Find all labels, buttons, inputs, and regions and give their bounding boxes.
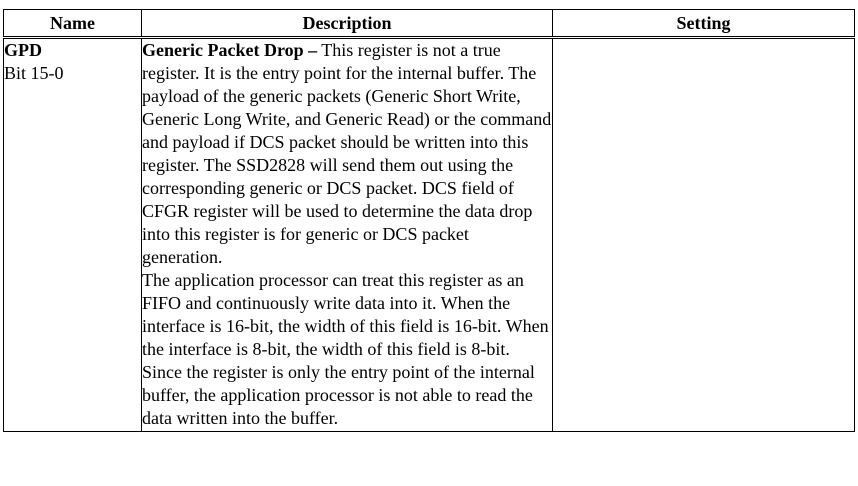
table-row xyxy=(4,38,855,432)
table-header-row xyxy=(4,10,855,38)
description-paragraph-1 xyxy=(142,39,552,269)
register-name: GPD xyxy=(4,40,42,60)
register-table xyxy=(3,9,855,432)
description-text-2: The application processor can treat this register as an FIFO and continuously write data into it. When the interface is 16-bit, the width of this field is 16-bit. When the interface is 8-bit, the width of this field is 8-bit. Since the register is only the entry point of the internal buffer, the application processor is not able to read the data written into the buffer. xyxy=(142,270,549,428)
description-title: Generic Packet Drop – xyxy=(142,40,318,60)
header-setting: Setting xyxy=(553,10,855,38)
register-table-wrapper xyxy=(3,9,855,432)
register-description-cell xyxy=(142,38,553,432)
register-setting-cell xyxy=(553,38,855,432)
register-name-cell xyxy=(4,38,142,432)
register-bits: Bit 15-0 xyxy=(4,63,64,83)
description-text-1: This register is not a true register. It is the entry point for the internal buffer. The payload of the generic packets (Generic Short Write, Generic Long Write, and Generic Read) or the command and payload if DCS packet should be written into this register. The SSD2828 will send them out using the corresponding generic or DCS packet. DCS field of CFGR register will be used to determine the data drop into this register is for generic or DCS packet generation. xyxy=(142,40,552,267)
header-description: Description xyxy=(142,10,553,38)
header-name: Name xyxy=(4,10,142,38)
